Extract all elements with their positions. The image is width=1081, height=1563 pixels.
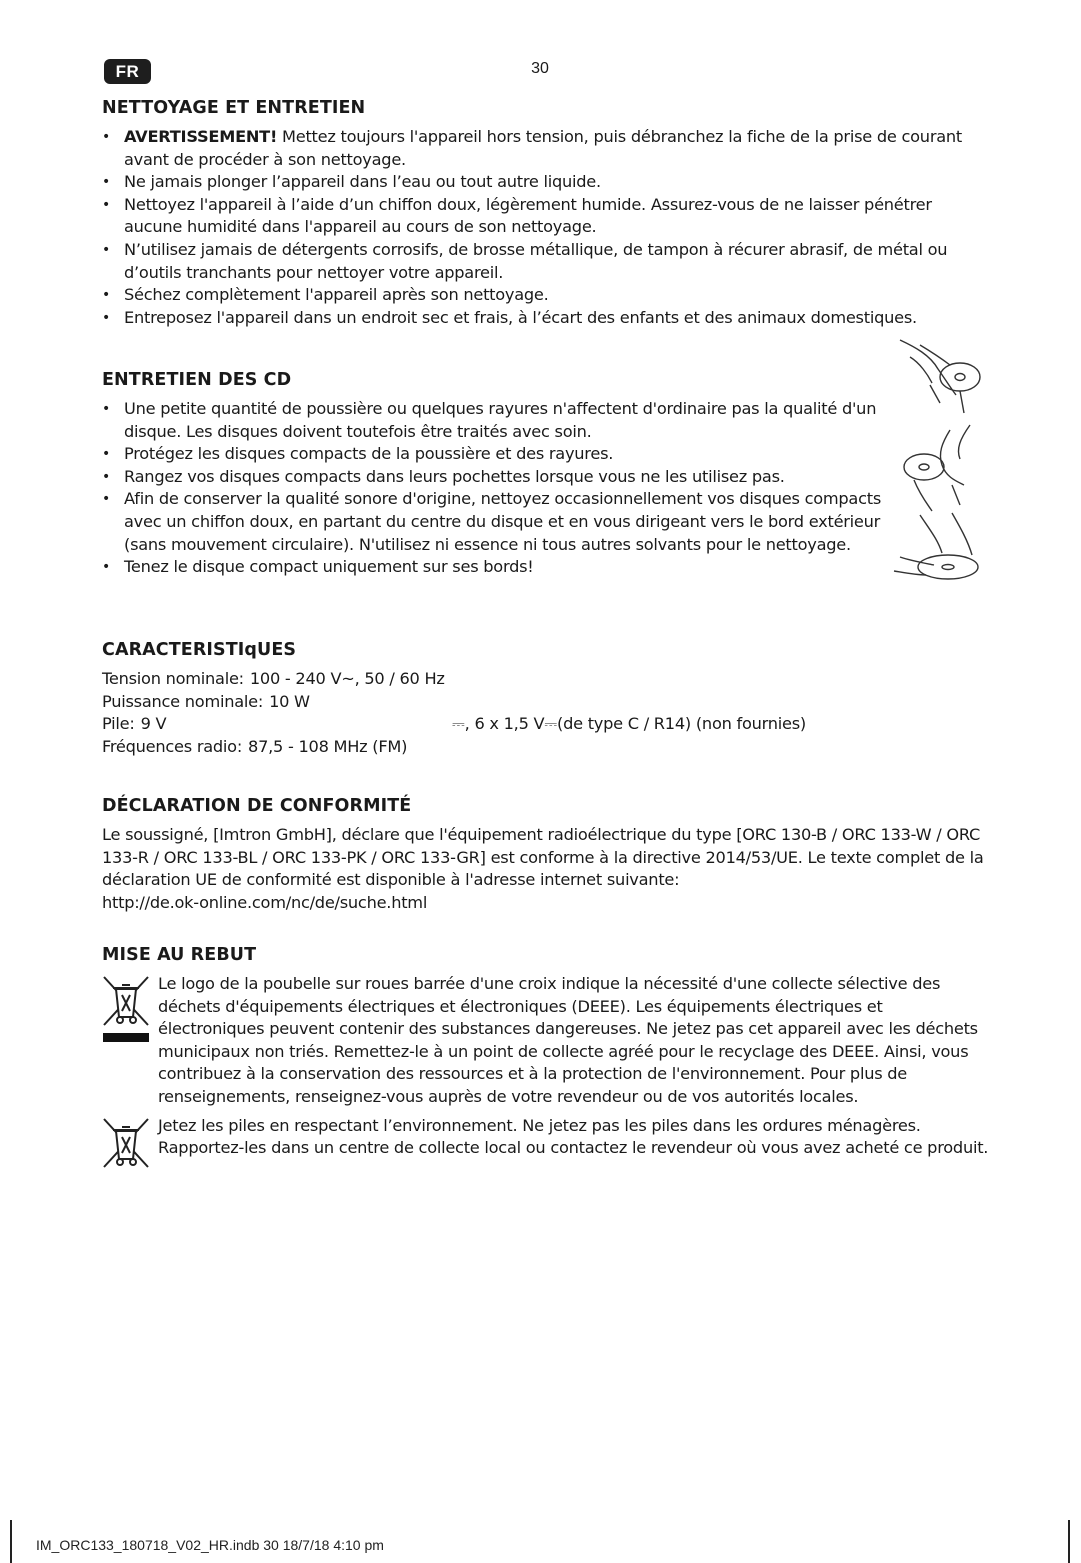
cleaning-section <box>102 96 992 329</box>
disposal-title: MISE AU REBUT <box>102 945 257 965</box>
list-item-text: Mettez toujours l'appareil hors tension, puis débranchez la fiche de la prise de courant avant de procéder à son nettoyage. <box>124 127 962 169</box>
specs-section <box>102 638 992 758</box>
list-item: • Séchez complètement l'appareil après son nettoyage. <box>102 284 992 307</box>
spec-row <box>102 713 992 736</box>
cleaning-list <box>102 126 992 329</box>
spec-value: 87,5 - 108 MHz (FM) <box>248 736 408 756</box>
weee-text: Le logo de la poubelle sur roues barrée d'une croix indique la nécessité d'une collecte sélective des déchets d'équipements électriques et électroniques (DEEE). Les équipements électriques et électroniques peuvent contenir des substances dangereuses. Ne jetez pas cet appareil avec les déchets municipaux non triés. Remettez-le à un point de collecte agréé pour le recyclage des DEEE. Ainsi, vous contribuez à la conservation des ressources et à la protection de l'environnement. Pour plus de renseignements, renseignez-vous auprès de votre revendeur ou de vos autorités locales. <box>158 974 978 1106</box>
spec-label: Tension nominale: <box>102 669 244 688</box>
spec-row <box>102 736 992 759</box>
weee-item <box>102 973 992 1109</box>
spec-value: 9 V <box>140 714 167 734</box>
list-item: • Ne jamais plonger l’appareil dans l’eau ou tout autre liquide. <box>102 171 992 194</box>
crop-mark <box>10 1520 12 1563</box>
list-item: • Afin de conserver la qualité sonore d'origine, nettoyez occasionnellement vos disques compacts avec un chiffon doux, en partant du centre du disque et en vous dirigeant vers le bord extérieur (sans mouvement circulaire). N'utilisez ni essence ni tous autres solvants pour le nettoyage. <box>102 488 902 556</box>
battery-text: Jetez les piles en respectant l’environnement. Ne jetez pas les piles dans les ordures ménagères. Rapportez-les dans un centre de collecte local ou contactez le revendeur où vous avez acheté ce produit. <box>158 1115 989 1158</box>
conformity-title: DÉCLARATION DE CONFORMITÉ <box>102 796 412 816</box>
crossed-bin-icon <box>102 975 150 1047</box>
hand-holding-cd-icon <box>904 425 970 511</box>
warning-label: AVERTISSEMENT! <box>124 127 278 146</box>
crop-mark <box>1068 1520 1070 1563</box>
spec-extra: ⎓, 6 x 1,5 V⎓(de type C / R14) (non fournies) <box>452 714 806 734</box>
spec-label: Pile: <box>102 714 135 734</box>
cd-care-title: ENTRETIEN DES CD <box>102 370 292 390</box>
conformity-body: Le soussigné, [Imtron GmbH], déclare que l'équipement radioélectrique du type [ORC 130-B / ORC 133-W / ORC 133-R / ORC 133-BL / ORC 133-PK / ORC 133-GR] est conforme à la directive 2014/53/UE. Le texte complet de la déclaration UE de conformité est disponible à l'adresse internet suivante: <box>102 825 984 890</box>
list-item: • Tenez le disque compact uniquement sur ses bords! <box>102 556 902 579</box>
conformity-section <box>102 794 992 914</box>
disposal-section <box>102 943 992 1160</box>
spec-value: 10 W <box>269 691 310 711</box>
conformity-url[interactable]: http://de.ok-online.com/nc/de/suche.html <box>102 892 428 912</box>
list-item <box>102 126 992 171</box>
spec-value: 100 - 240 V~, 50 / 60 Hz <box>249 669 445 688</box>
spec-row <box>102 691 992 714</box>
cd-handling-illustration <box>890 335 986 595</box>
print-info: IM_ORC133_180718_V02_HR.indb 30 18/7/18 4:10 pm <box>36 1537 384 1553</box>
list-item: • Rangez vos disques compacts dans leurs pochettes lorsque vous ne les utilisez pas. <box>102 466 902 489</box>
list-item: • Entreposez l'appareil dans un endroit sec et frais, à l’écart des enfants et des animaux domestiques. <box>102 307 992 330</box>
list-item: • Une petite quantité de poussière ou quelques rayures n'affectent d'ordinaire pas la qualité d'un disque. Les disques doivent toutefois être traités avec soin. <box>102 398 902 443</box>
spec-label: Fréquences radio: <box>102 736 243 756</box>
cd-care-list <box>102 398 902 579</box>
specs-table <box>102 668 992 758</box>
spec-label: Puissance nominale: <box>102 691 264 711</box>
list-item: • Protégez les disques compacts de la poussière et des rayures. <box>102 443 902 466</box>
specs-title: CARACTERISTIqUES <box>102 640 297 660</box>
spec-row <box>102 668 992 691</box>
list-item: • N’utilisez jamais de détergents corrosifs, de brosse métallique, de tampon à récurer abrasif, de métal ou d’outils tranchants pour nettoyer votre appareil. <box>102 239 992 284</box>
list-item: • Nettoyez l'appareil à l’aide d’un chiffon doux, légèrement humide. Assurez-vous de ne laisser pénétrer aucune humidité dans l'appareil au cours de son nettoyage. <box>102 194 992 239</box>
cleaning-title: NETTOYAGE ET ENTRETIEN <box>102 98 366 118</box>
cd-care-section <box>102 368 902 579</box>
conformity-text <box>102 824 992 914</box>
hand-holding-cd-icon <box>900 340 980 413</box>
crossed-bin-icon <box>102 1117 150 1189</box>
cleaning-cd-icon <box>894 513 978 579</box>
language-badge: FR <box>104 59 151 84</box>
page-number: 30 <box>531 60 549 77</box>
battery-item <box>102 1115 992 1160</box>
